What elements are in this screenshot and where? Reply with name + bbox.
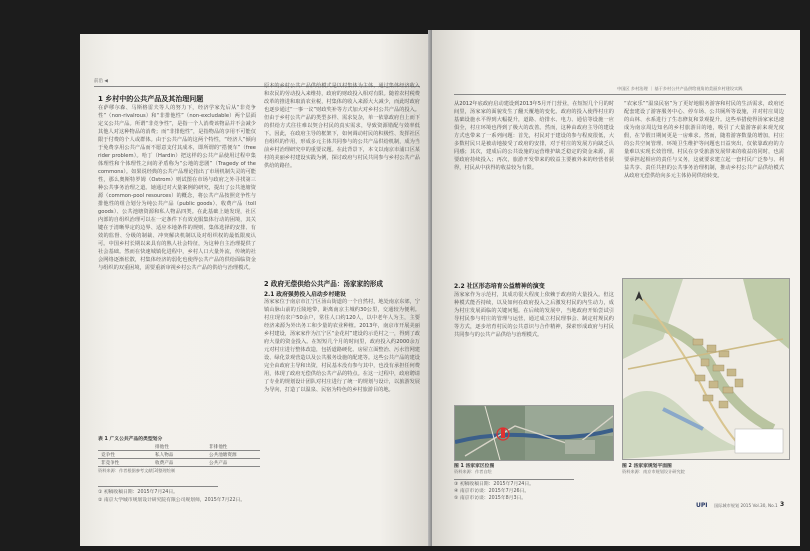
table-1-title: 表 1 广义公共产品的类型划分	[98, 437, 163, 442]
footnote: ① 初稿收稿日期：2015年7月24日。	[98, 490, 178, 495]
table-header-cell: 非排他性	[206, 443, 260, 451]
table-1-note: 资料来源：作者根据参考文献[3]整理绘制	[98, 468, 176, 473]
table-1	[98, 443, 260, 467]
table-header-cell: 排他性	[152, 443, 206, 451]
left-column-body: 在萨缪尔森、马斯格雷夫等人的努力下，经济学家先后从“非竞争性”（non-rivalrous）和“非排他性”（non-excludable）两个层面定义公共产品。所谓“非竞争性”，是指一个人消费该物品并不会减少其他人对这种物品的消费；而“非排他性”，是指物品的享用不可能仅限于付费的个人或群体。由于公共产品的这两个特性，“经济人”倾向于免费享用公共产品而不愿意支付其成本，即所谓的“搭便车”（free rider problem）。哈丁（Hardin）把这样的公共产品使用过程中集体理性和个体理性之间的矛盾称为“公地的悲剧”（Tragedy of the commons）。如果说经典的公共产品理论指出了市场机制失灵的可能性，那么奥斯特罗姆（Ostrom）则试图在市场与政府之外寻找第三种公共事务治理之道。她通过对大量案例的研究，提出了公共池塘资源（common-pool resources）的概念，将公共产品按照竞争性与排他性的组合划分为纯公共产品（public goods）、收费产品（toll goods）、公共池塘资源和私人物品四类。在此基础上她发现，社区内部的自组织治理可以在一定条件下有效克服集体行动的困境，其关键在于清晰界定的边界、适应本地条件的规则、集体选择的安排、有效的监督、分级的制裁、冲突解决机制以及对组织权的最低限度认可。中国乡村长期以来具有的熟人社会特征，为这种自主治理提供了社会基础。然而在快速城镇化进程中，乡村人口大量外流，传统的社会网络逐渐松散，村集体经济的弱化也使得公共产品的供给面临资金与组织的双重困境，需要重新审视乡村公共产品的供给与治理模式。	[98, 105, 256, 271]
location-map-image	[455, 406, 613, 460]
section-2-2-title: 2.2 社区形态培育公益精神的演变	[454, 283, 545, 290]
figure-2-caption: 图 2 汤家家规划平面图	[622, 464, 672, 469]
table-cell: 收费产品	[152, 459, 206, 467]
journal-logo: UPI	[696, 502, 708, 509]
table-cell: 竞争性	[98, 451, 152, 459]
table-header-cell	[98, 443, 152, 451]
journal-footer: 国际城市规划 2015 Vol.30, No.1	[714, 503, 778, 508]
footnote-rule	[454, 479, 574, 480]
table-row	[98, 451, 260, 459]
figure-1-source: 资料来源：作者自绘	[454, 469, 492, 474]
header-rule	[454, 94, 786, 95]
footnote: ② 南京大学城市规划设计研究院有限公司规划师，2015年7月22日。	[98, 498, 246, 503]
table-cell: 非竞争性	[98, 459, 152, 467]
page-number: 3	[780, 501, 785, 508]
table-cell: 公共池塘资源	[206, 451, 260, 459]
figure-2-source: 资料来源：南京市规划设计研究院	[622, 469, 685, 474]
footnote-rule	[98, 486, 218, 487]
table-cell: 私人物品	[152, 451, 206, 459]
left-column-2-body-2: 汤家家位于南京市江宁区汤山街道的一个自然村，地处南京东郊，宁镇山脉山前的丘陵地带，距离南京主城约30公里，交通较为便利。村庄现有农户50余户，常住人口约120人，以中老年人为主，主要经济来源为外出务工和少量的农业种植。2013年，南京市开展美丽乡村建设，汤家家作为江宁区“金花村”建设的示范村之一，得到了政府大量的资金投入。在短短几个月的时间里，政府投入约2000余万元对村庄进行整体改造，包括道路硬化、房屋立面整治、污水管网建设、绿化景观营造以及公共服务设施的配建等。这些公共产品的建设完全由政府主导和出资，村民基本没有参与其中，也没有承担任何费用，体现了政府无偿供给公共产品的特点。在这一过程中，政府聘请了专业的规划设计团队对村庄进行了统一的规划与设计，以旅游发展为导向，打造了以温泉、民宿为特色的乡村旅游目的地。	[264, 299, 420, 393]
section-2-1-title: 2.1 政府强势投入启动乡村建设	[264, 292, 346, 298]
footnote: ⑤ 南京市访谈：2015年8月3日。	[454, 496, 527, 501]
right-running-head: 中国区 乡村治理 ｜ 基于乡村公共产品供给视角的美丽乡村建设实践	[617, 86, 743, 91]
footnote: ③ 初稿收稿日期：2015年7月24日。	[454, 482, 534, 487]
section-1-title: 1 乡村中的公共产品及其治理问题	[98, 95, 204, 103]
right-column-body: 从2012年底政府启动建设到2013年5月开门营业，在短短几个月的时间里，汤家家的面貌发生了翻天覆地的变化。政府的投入使得村庄的基础设施水平得到大幅提升，道路、给排水、电力、通信等设施一应俱全，村庄环境也得到了极大的改善。然而，这种由政府主导的建设方式也带来了一系列问题：首先，村民对于建设的参与程度很低，大多数村民只是被动地接受了政府的安排，对于村庄的发展方向缺乏认同感；其次，建成后的公共设施的运营维护缺乏稳定的资金来源，需要政府持续投入；再次，旅游开发带来的收益主要被外来的经营者获得，村民从中获得的收益较为有限。	[454, 101, 614, 171]
figure-1-location-map	[454, 405, 614, 461]
right-column-2-body: “农家乐”“温泉民宿”为了更好地服务游客和村民的生活需求，政府还配套建设了游客服务中心、停车场、公共厕所等设施，并对村庄周边的山林、水系进行了生态修复和景观提升。这些举措使得汤家家迅速成为南京周边知名的乡村旅游目的地，吸引了大量游客前来观光度假，在节假日期间更是一房难求。然而，随着游客数量的增加，村庄的公共空间管理、环境卫生维护等问题也日益突出，仅依靠政府的力量难以实现长效管理。村民在享受旅游发展带来的收益的同时，也需要承担起相应的责任与义务，这就要求建立起一套村民广泛参与、利益共享、责任共担的公共事务治理机制，推动乡村公共产品供给模式从政府无偿供给向多元主体协同供给转变。	[624, 101, 784, 179]
section-2-title: 2 政府无偿供给公共产品：汤家家的形成	[264, 280, 383, 288]
right-column-body-2: 汤家家作为示范村，其成功很大程度上依赖于政府的大量投入。但这种模式能否持续，以及如何在政府投入之后激发村民的内生动力，成为村庄发展面临的关键问题。在后续的发展中，当地政府开始尝试引导村民参与村庄的管理与运营，通过成立村民理事会、制定村规民约等方式，逐步培育村民的公共意识与合作精神，探索形成政府与村民共同参与的公共产品供给与治理模式。	[454, 292, 614, 338]
figure-2-site-plan	[622, 278, 790, 460]
figure-1-caption: 图 1 汤家家区位图	[454, 464, 495, 469]
right-page	[432, 30, 800, 546]
site-plan-image	[623, 279, 789, 459]
table-row	[98, 459, 260, 467]
left-page	[80, 34, 432, 546]
table-cell: 公共产品	[206, 459, 260, 467]
footnote: ④ 南京市访谈：2015年7月26日。	[454, 489, 530, 494]
left-running-head: 前沿 ◀	[94, 79, 108, 84]
left-column-2-body: 原本的乡村公共产品供给模式是以村集体为主体，通过集体经济收入和农民的劳动投入来维持，政府的财政投入相对有限。随着农村税费改革的推进和取消农业税，村集体的收入来源大大减少，而此时政府也逐步通过“一事一议”财政奖补等方式加大对乡村公共产品的投入。但由于乡村公共产品的类型多样、需求复杂，单一依靠政府自上而下的供给方式往往难以契合村民的真实需求，导致资源错配与效率低下。因此，在政府主导的框架下，如何调动村民的积极性、发挥社区自组织的作用，形成多元主体共同参与的公共产品供给机制，成为当前乡村治理研究中的重要议题。在此背景下，本文以南京市浦口区某村的美丽乡村建设实践为例，探讨政府与村民共同参与乡村公共产品供给的路径。	[264, 83, 420, 169]
table-header-row	[98, 443, 260, 451]
